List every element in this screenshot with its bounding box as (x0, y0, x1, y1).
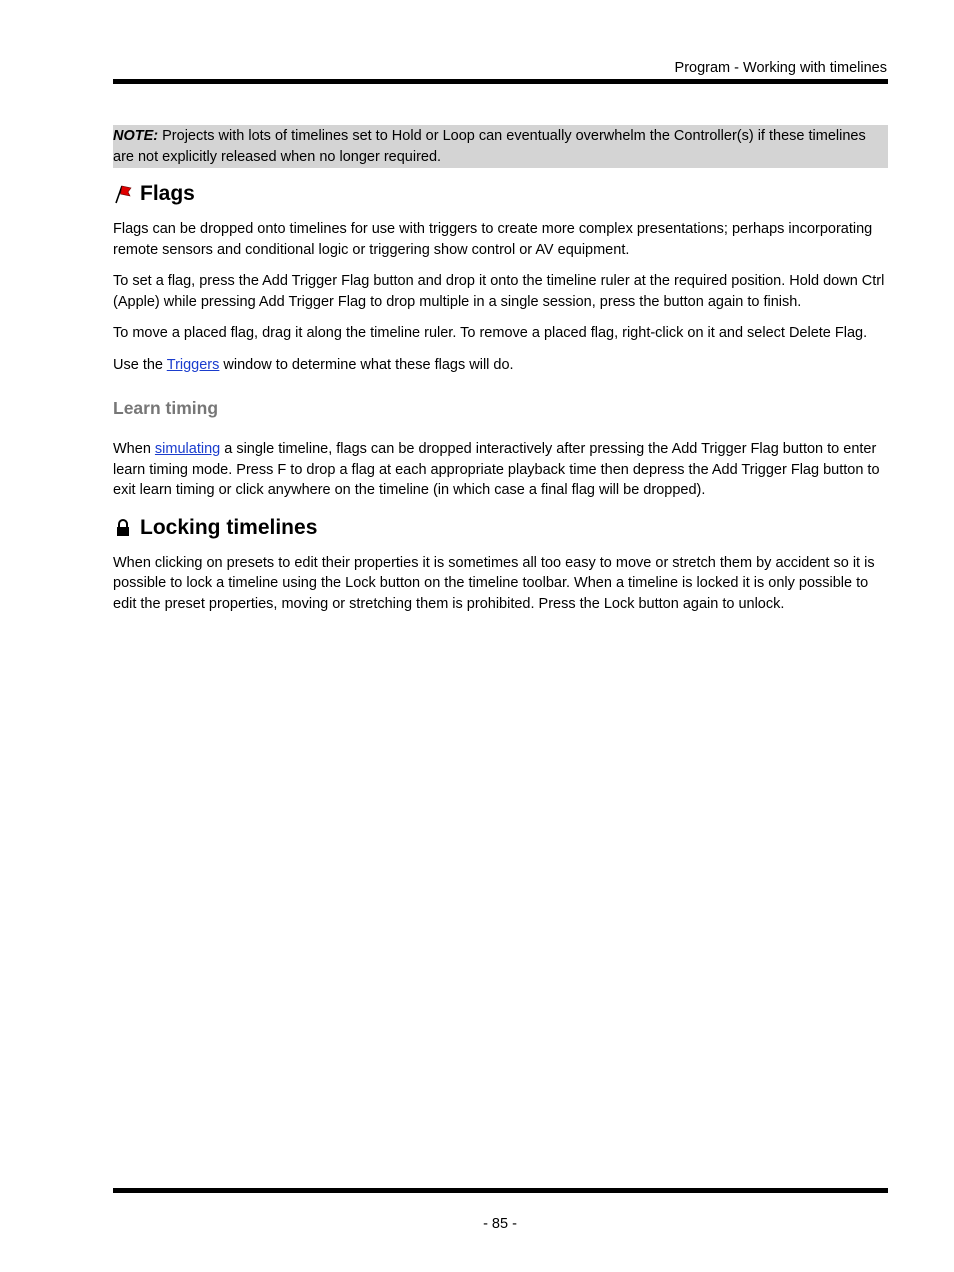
running-header: Program - Working with timelines (674, 60, 887, 76)
flags-p4-before: Use the (113, 356, 167, 373)
flags-paragraph-3: To move a placed flag, drag it along the timeline ruler. To remove a placed flag, right-click on it and select Delete Flag. (113, 325, 868, 341)
locking-paragraph: When clicking on presets to edit their properties it is sometimes all too easy to move or stretch them by accident so it is possible to lock a timeline using the Lock button on the timeline toolbar. When a timeline is locked it is only possible to edit the preset properties, moving or stretching them is prohibited. Press the Lock button again to unlock. (113, 554, 875, 612)
learn-timing-heading: Learn timing (113, 398, 219, 418)
page-number: - 85 - (483, 1216, 517, 1232)
note-label: NOTE: (113, 128, 159, 144)
locking-heading-text: Locking timelines (140, 515, 318, 539)
flags-paragraph-2: To set a flag, press the Add Trigger Flag button and drop it onto the timeline ruler at the required position. Hold down Ctrl (Apple) while pressing Add Trigger Flag to drop multiple in a single session, press the button again to finish. (113, 273, 885, 310)
note-box (113, 125, 888, 168)
flags-p4-after: window to determine what these flags will do. (219, 356, 514, 373)
learn-before: When (113, 441, 155, 457)
lock-icon (113, 518, 133, 538)
flags-paragraph-1: Flags can be dropped onto timelines for use with triggers to create more complex presentations; perhaps incorporating remote sensors and conditional logic or triggering show control or AV equipment. (113, 221, 873, 258)
simulating-link[interactable]: simulating (154, 441, 221, 457)
triggers-link[interactable]: Triggers (166, 356, 220, 373)
note-text: Projects with lots of timelines set to Hold or Loop can eventually overwhelm the Controller(s) if these timelines are not explicitly released when no longer required. (113, 128, 866, 165)
flags-heading-text: Flags (140, 182, 195, 205)
footer-rule (113, 1188, 888, 1193)
locking-heading (113, 515, 891, 541)
page-content (113, 125, 891, 625)
flags-heading (113, 181, 891, 207)
learn-after: a single timeline, flags can be dropped interactively after pressing the Add Trigger Flag button to enter learn timing mode. Press F to drop a flag at each appropriate playback time then depress the Add Trigger Flag button to exit learn timing or click anywhere on the timeline (in which case a final flag will be dropped). (113, 441, 880, 498)
flag-icon (113, 184, 133, 204)
header-rule (113, 79, 888, 84)
flags-paragraph-4 (113, 355, 891, 376)
learn-timing-paragraph (113, 439, 891, 501)
